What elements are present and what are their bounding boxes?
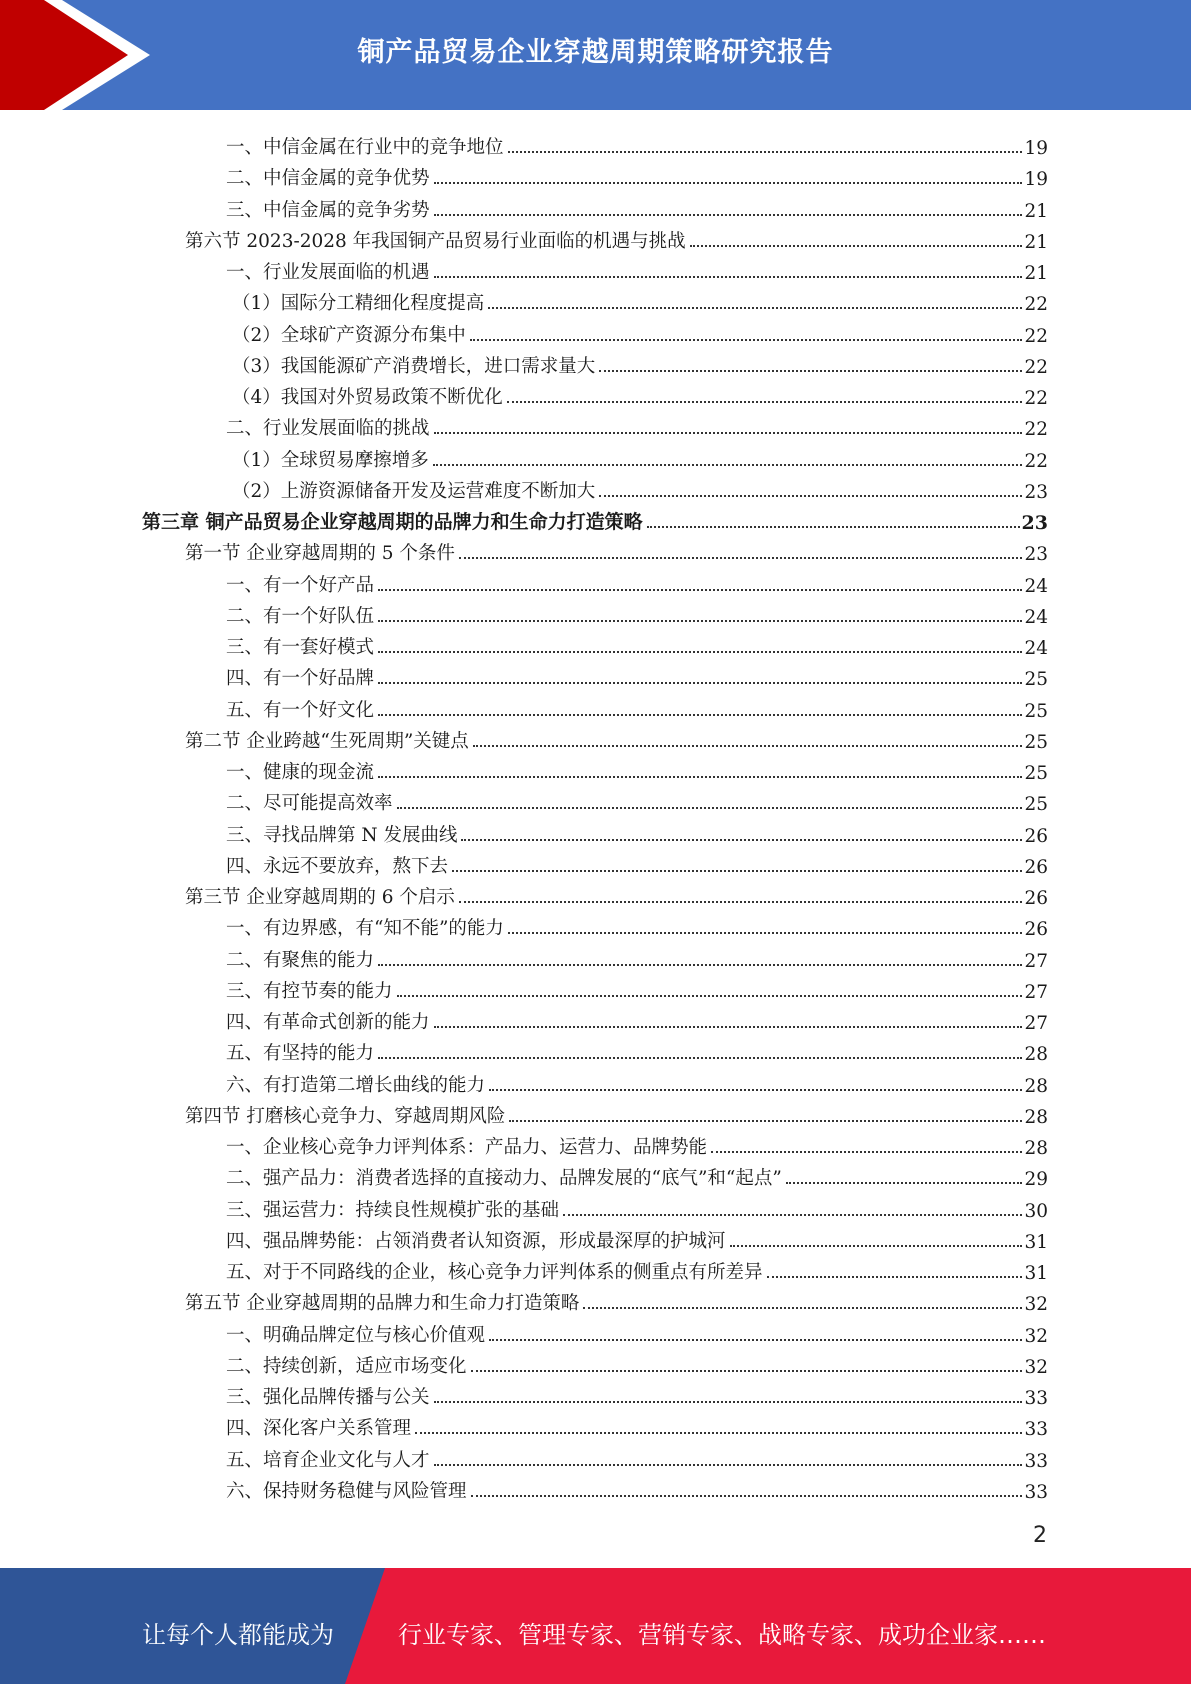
toc-entry-title: 第二节 企业跨越“生死周期”关键点 bbox=[185, 730, 469, 752]
toc-dot-leader bbox=[461, 838, 1022, 841]
toc-entry-page: 33 bbox=[1024, 1481, 1048, 1503]
toc-dot-leader bbox=[378, 681, 1022, 684]
toc-entry[interactable] bbox=[226, 1191, 1048, 1222]
toc-entry-page: 26 bbox=[1024, 856, 1048, 878]
toc-entry[interactable] bbox=[226, 128, 1048, 159]
toc-entry[interactable] bbox=[232, 284, 1048, 315]
toc-dot-leader bbox=[473, 744, 1023, 747]
toc-entry[interactable] bbox=[226, 253, 1048, 284]
footer-slogan-left: 让每个人都能成为 bbox=[142, 1621, 334, 1649]
toc-entry-page: 19 bbox=[1024, 169, 1048, 191]
toc-dot-leader bbox=[471, 1494, 1023, 1497]
toc-entry-title: 四、深化客户关系管理 bbox=[226, 1418, 412, 1440]
toc-dot-leader bbox=[378, 619, 1022, 622]
toc-dot-leader bbox=[434, 431, 1023, 434]
toc-entry-title: 第四节 打磨核心竞争力、穿越周期风险 bbox=[185, 1105, 506, 1127]
toc-entry-page: 24 bbox=[1024, 606, 1048, 628]
toc-entry-title: 第三章 铜产品贸易企业穿越周期的品牌力和生命力打造策略 bbox=[142, 511, 643, 533]
toc-entry-page: 22 bbox=[1024, 325, 1048, 347]
toc-entry-title: 六、有打造第二增长曲线的能力 bbox=[226, 1074, 486, 1096]
toc-entry[interactable] bbox=[226, 566, 1048, 597]
toc-entry-page: 22 bbox=[1024, 388, 1048, 409]
toc-entry-page: 22 bbox=[1024, 419, 1048, 441]
toc-dot-leader bbox=[415, 1431, 1022, 1434]
toc-entry-title: 四、有一个好品牌 bbox=[226, 668, 375, 690]
toc-entry-page: 28 bbox=[1024, 1075, 1048, 1097]
toc-entry-page: 31 bbox=[1024, 1231, 1048, 1253]
toc-entry-page: 21 bbox=[1024, 231, 1048, 253]
toc-entry[interactable] bbox=[226, 909, 1048, 940]
toc-entry[interactable] bbox=[226, 1347, 1048, 1378]
toc-dot-leader bbox=[452, 869, 1022, 872]
toc-entry-title: 一、中信金属在行业中的竞争地位 bbox=[226, 137, 504, 158]
toc-entry-page: 25 bbox=[1024, 763, 1048, 784]
toc-dot-leader bbox=[378, 650, 1022, 653]
toc-dot-leader bbox=[599, 369, 1022, 372]
toc-dot-leader bbox=[378, 963, 1022, 966]
toc-entry-title: （2）上游资源储备开发及运营难度不断加大 bbox=[232, 480, 596, 502]
toc-entry-title: 四、有革命式创新的能力 bbox=[226, 1012, 430, 1033]
toc-entry-page: 26 bbox=[1024, 888, 1048, 909]
toc-entry-page: 28 bbox=[1024, 1044, 1048, 1066]
toc-entry-title: 第一节 企业穿越周期的 5 个条件 bbox=[185, 543, 455, 565]
toc-entry[interactable] bbox=[226, 659, 1048, 690]
toc-dot-leader bbox=[508, 150, 1023, 153]
toc-entry-page: 28 bbox=[1024, 1106, 1048, 1128]
toc-dot-leader bbox=[459, 900, 1023, 903]
toc-entry-title: 三、寻找品牌第 N 发展曲线 bbox=[226, 824, 458, 846]
toc-entry-page: 33 bbox=[1024, 1419, 1048, 1441]
toc-dot-leader bbox=[378, 775, 1022, 778]
toc-entry[interactable] bbox=[226, 972, 1048, 1003]
toc-entry[interactable] bbox=[226, 1409, 1048, 1440]
toc-entry[interactable] bbox=[226, 1378, 1048, 1409]
toc-entry-title: 一、明确品牌定位与核心价值观 bbox=[226, 1324, 486, 1346]
toc-dot-leader bbox=[690, 244, 1023, 247]
toc-entry[interactable] bbox=[226, 1441, 1048, 1472]
toc-entry-title: 一、有一个好产品 bbox=[226, 574, 375, 596]
toc-entry-page: 28 bbox=[1024, 1138, 1048, 1159]
toc-entry-title: 四、强品牌势能：占领消费者认知资源，形成最深厚的护城河 bbox=[226, 1230, 726, 1252]
toc-entry-page: 21 bbox=[1024, 263, 1048, 284]
toc-entry[interactable] bbox=[226, 597, 1048, 628]
toc-dot-leader bbox=[378, 588, 1022, 591]
toc-entry[interactable] bbox=[226, 1472, 1048, 1503]
toc-entry-page: 25 bbox=[1024, 731, 1048, 753]
toc-entry-title: 五、对于不同路线的企业，核心竞争力评判体系的侧重点有所差异 bbox=[226, 1262, 763, 1283]
toc-dot-leader bbox=[508, 931, 1023, 934]
toc-entry[interactable] bbox=[226, 409, 1048, 440]
toc-entry-page: 24 bbox=[1024, 638, 1048, 659]
toc-dot-leader bbox=[471, 1369, 1023, 1372]
toc-dot-leader bbox=[470, 338, 1023, 341]
toc-entry-title: 二、中信金属的竞争优势 bbox=[226, 168, 430, 190]
toc-entry-page: 30 bbox=[1024, 1200, 1048, 1222]
toc-entry-title: 第六节 2023-2028 年我国铜产品贸易行业面临的机遇与挑战 bbox=[185, 230, 686, 252]
page-number: 2 bbox=[1033, 1523, 1047, 1548]
toc-entry-title: 四、永远不要放弃，熬下去 bbox=[226, 855, 449, 877]
toc-entry-page: 21 bbox=[1024, 200, 1048, 222]
toc-entry-title: 三、强运营力：持续良性规模扩张的基础 bbox=[226, 1199, 560, 1221]
toc-entry-title: 二、行业发展面临的挑战 bbox=[226, 418, 430, 440]
toc-dot-leader bbox=[563, 1213, 1022, 1216]
toc-entry-title: 二、有一个好队伍 bbox=[226, 605, 375, 627]
toc-entry[interactable] bbox=[226, 1034, 1048, 1065]
toc-entry-page: 31 bbox=[1024, 1263, 1048, 1284]
toc-entry-title: 一、行业发展面临的机遇 bbox=[226, 262, 430, 283]
toc-entry-title: （4）我国对外贸易政策不断优化 bbox=[232, 387, 503, 408]
toc-entry-title: 一、企业核心竞争力评判体系：产品力、运营力、品牌势能 bbox=[226, 1137, 708, 1158]
toc-entry-title: 一、有边界感，有“知不能”的能力 bbox=[226, 918, 504, 940]
toc-dot-leader bbox=[378, 1056, 1022, 1059]
toc-entry-page: 27 bbox=[1024, 1013, 1048, 1034]
toc-dot-leader bbox=[434, 1400, 1023, 1403]
toc-dot-leader bbox=[489, 1088, 1022, 1091]
toc-dot-leader bbox=[711, 1150, 1022, 1153]
toc-entry-page: 32 bbox=[1024, 1325, 1048, 1347]
toc-dot-leader bbox=[488, 306, 1022, 309]
toc-entry-page: 27 bbox=[1024, 981, 1048, 1003]
toc-entry[interactable] bbox=[226, 159, 1048, 190]
toc-entry[interactable] bbox=[226, 941, 1048, 972]
toc-entry[interactable] bbox=[232, 347, 1048, 378]
toc-dot-leader bbox=[434, 1463, 1023, 1466]
toc-entry[interactable] bbox=[232, 441, 1048, 472]
toc-entry-page: 25 bbox=[1024, 669, 1048, 691]
toc-dot-leader bbox=[434, 1025, 1023, 1028]
toc-entry-title: 二、有聚焦的能力 bbox=[226, 949, 375, 971]
toc-entry[interactable] bbox=[226, 1222, 1048, 1253]
toc-entry[interactable] bbox=[226, 1003, 1048, 1034]
header-bar bbox=[0, 0, 1191, 110]
footer-banner bbox=[0, 1568, 1191, 1684]
toc-entry-title: 五、培育企业文化与人才 bbox=[226, 1449, 430, 1471]
report-title: 铜产品贸易企业穿越周期策略研究报告 bbox=[357, 37, 834, 68]
toc-entry-title: 六、保持财务稳健与风险管理 bbox=[226, 1480, 467, 1502]
toc-entry[interactable] bbox=[226, 784, 1048, 815]
toc-dot-leader bbox=[583, 1306, 1022, 1309]
toc-dot-leader bbox=[459, 556, 1023, 559]
toc-entry[interactable] bbox=[185, 722, 1048, 753]
toc-entry[interactable] bbox=[226, 1253, 1048, 1284]
toc-entry[interactable] bbox=[185, 222, 1048, 253]
toc-entry[interactable] bbox=[232, 472, 1048, 503]
toc-dot-leader bbox=[730, 1244, 1023, 1247]
toc-entry[interactable] bbox=[185, 1284, 1048, 1315]
toc-entry-page: 23 bbox=[1024, 544, 1048, 566]
toc-entry[interactable] bbox=[232, 378, 1048, 409]
toc-entry-page: 33 bbox=[1024, 1388, 1048, 1409]
toc-entry-page: 25 bbox=[1024, 794, 1048, 816]
toc-entry-page: 26 bbox=[1024, 919, 1048, 941]
toc-dot-leader bbox=[434, 181, 1023, 184]
toc-entry[interactable] bbox=[226, 691, 1048, 722]
toc-dot-leader bbox=[433, 463, 1023, 466]
toc-entry[interactable] bbox=[226, 1128, 1048, 1159]
toc-entry-title: 五、有坚持的能力 bbox=[226, 1043, 375, 1065]
footer-slogan-right: 行业专家、管理专家、营销专家、战略专家、成功企业家…… bbox=[398, 1621, 1046, 1649]
toc-dot-leader bbox=[599, 494, 1022, 497]
toc-entry-page: 25 bbox=[1024, 700, 1048, 722]
toc-entry[interactable] bbox=[226, 191, 1048, 222]
toc-entry[interactable] bbox=[226, 1066, 1048, 1097]
toc-entry-page: 22 bbox=[1024, 294, 1048, 316]
toc-entry-title: （2）全球矿产资源分布集中 bbox=[232, 324, 466, 346]
toc-entry[interactable] bbox=[226, 847, 1048, 878]
toc-entry-page: 32 bbox=[1024, 1356, 1048, 1378]
toc-entry-page: 22 bbox=[1024, 450, 1048, 472]
toc-entry-page: 24 bbox=[1024, 575, 1048, 597]
toc-entry[interactable] bbox=[226, 628, 1048, 659]
toc-entry-title: 第三节 企业穿越周期的 6 个启示 bbox=[185, 887, 455, 908]
toc-entry-page: 33 bbox=[1024, 1450, 1048, 1472]
toc-entry[interactable] bbox=[226, 1159, 1048, 1190]
toc-dot-leader bbox=[507, 400, 1023, 403]
toc-entry[interactable] bbox=[142, 503, 1048, 534]
toc-entry-title: 三、强化品牌传播与公关 bbox=[226, 1387, 430, 1408]
toc-entry-page: 32 bbox=[1024, 1294, 1048, 1316]
toc-entry-title: （3）我国能源矿产消费增长，进口需求量大 bbox=[232, 355, 596, 377]
toc-entry-page: 27 bbox=[1024, 950, 1048, 972]
toc-dot-leader bbox=[647, 525, 1020, 528]
toc-dot-leader bbox=[397, 806, 1023, 809]
toc-dot-leader bbox=[767, 1275, 1023, 1278]
toc-entry-title: 三、有一套好模式 bbox=[226, 637, 375, 658]
toc-entry[interactable] bbox=[185, 534, 1048, 565]
toc-entry[interactable] bbox=[232, 316, 1048, 347]
toc-dot-leader bbox=[434, 213, 1023, 216]
toc-dot-leader bbox=[489, 1338, 1022, 1341]
toc-entry-title: 第五节 企业穿越周期的品牌力和生命力打造策略 bbox=[185, 1293, 580, 1315]
toc-entry-page: 23 bbox=[1024, 481, 1048, 503]
toc-entry-page: 23 bbox=[1021, 512, 1048, 534]
toc-entry-title: 五、有一个好文化 bbox=[226, 699, 375, 721]
toc-entry[interactable] bbox=[226, 753, 1048, 784]
toc-entry-title: （1）全球贸易摩擦增多 bbox=[232, 449, 429, 471]
toc-entry[interactable] bbox=[185, 1097, 1048, 1128]
toc-dot-leader bbox=[786, 1181, 1023, 1184]
toc-entry-title: 三、有控节奏的能力 bbox=[226, 980, 393, 1002]
toc-dot-leader bbox=[378, 713, 1022, 716]
toc-dot-leader bbox=[509, 1119, 1022, 1122]
toc-entry-page: 26 bbox=[1024, 825, 1048, 847]
toc-entry-title: 三、中信金属的竞争劣势 bbox=[226, 199, 430, 221]
toc-entry-title: 二、强产品力：消费者选择的直接动力、品牌发展的“底气”和“起点” bbox=[226, 1168, 782, 1190]
toc-entry[interactable] bbox=[185, 878, 1048, 909]
toc-entry[interactable] bbox=[226, 1316, 1048, 1347]
toc-entry-page: 29 bbox=[1024, 1169, 1048, 1191]
toc-entry-title: 一、健康的现金流 bbox=[226, 762, 375, 783]
toc-entry-title: （1）国际分工精细化程度提高 bbox=[232, 293, 485, 315]
toc-entry-title: 二、尽可能提高效率 bbox=[226, 793, 393, 815]
toc-dot-leader bbox=[434, 275, 1023, 278]
toc-entry-title: 二、持续创新，适应市场变化 bbox=[226, 1355, 467, 1377]
toc-entry[interactable] bbox=[226, 816, 1048, 847]
toc-entry-page: 19 bbox=[1024, 138, 1048, 159]
toc-dot-leader bbox=[397, 994, 1023, 997]
toc-entry-page: 22 bbox=[1024, 356, 1048, 378]
